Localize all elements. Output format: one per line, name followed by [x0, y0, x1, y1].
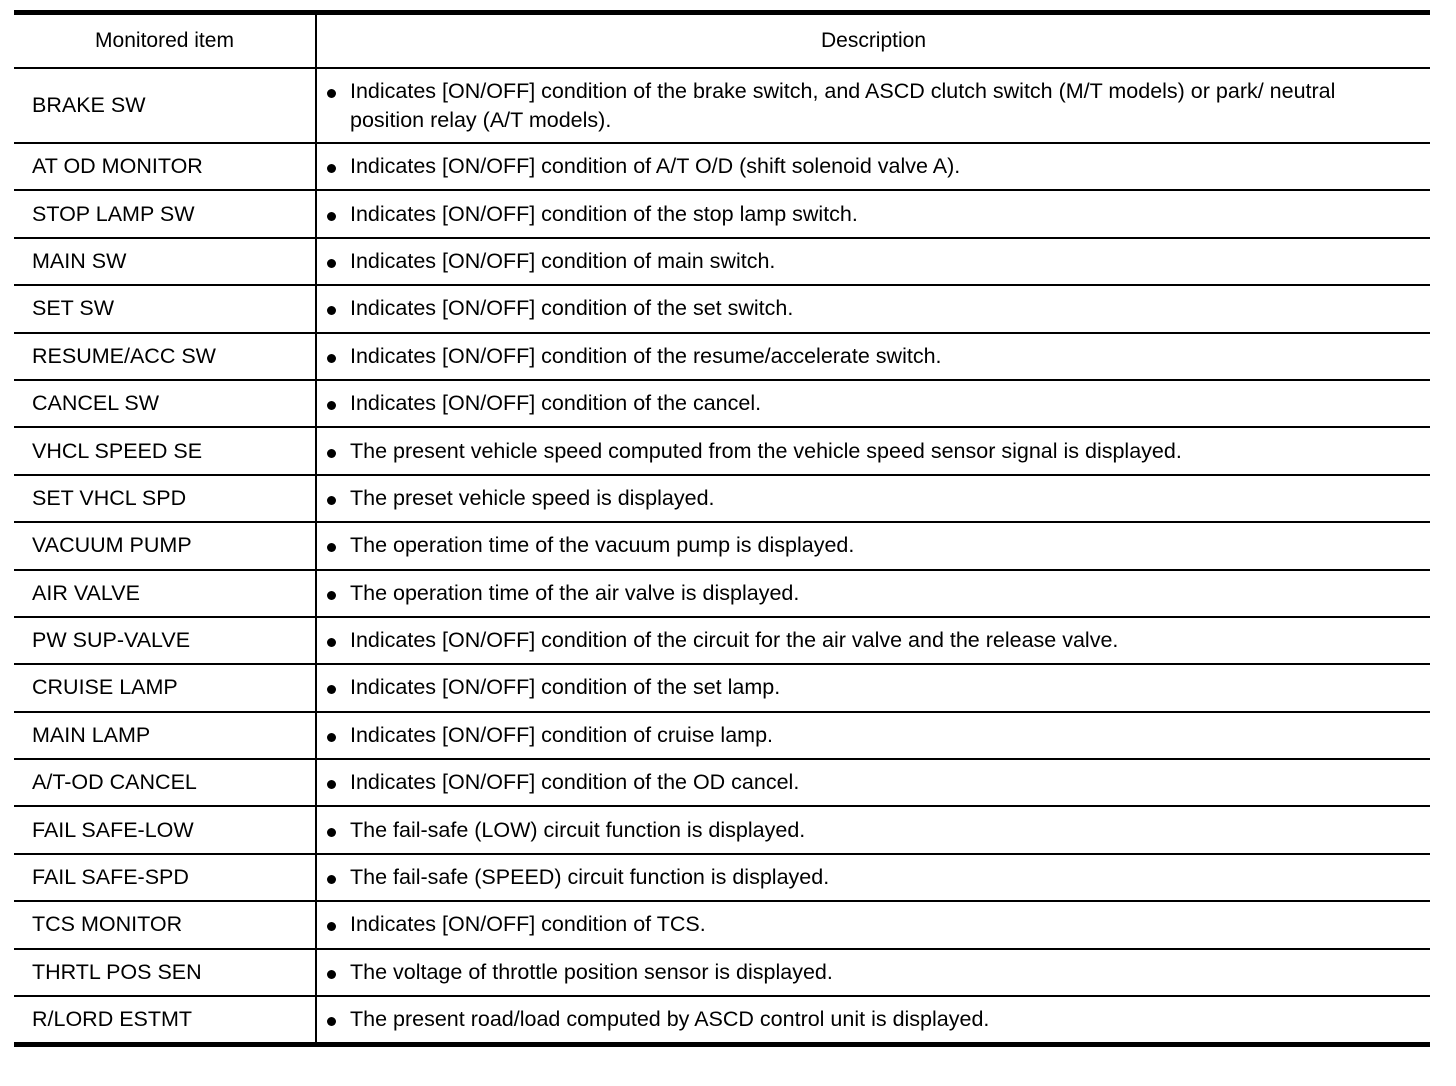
monitored-item-cell: A/T-OD CANCEL	[14, 759, 316, 806]
monitored-item-cell: STOP LAMP SW	[14, 190, 316, 237]
description-cell	[316, 664, 1430, 711]
description-content	[317, 626, 1430, 655]
description-cell	[316, 427, 1430, 474]
bullet-icon	[327, 401, 336, 410]
description-text: Indicates [ON/OFF] condition of main switch.	[350, 248, 776, 273]
bullet-icon	[327, 638, 336, 647]
description-text: The operation time of the air valve is displayed.	[350, 580, 800, 605]
description-cell	[316, 333, 1430, 380]
bullet-icon	[327, 685, 336, 694]
table-row	[14, 238, 1430, 285]
description-content	[317, 910, 1430, 939]
description-text: The present vehicle speed computed from the vehicle speed sensor signal is displayed.	[350, 438, 1182, 463]
header-description: Description	[316, 13, 1430, 69]
description-cell	[316, 285, 1430, 332]
bullet-icon	[327, 1017, 336, 1026]
description-cell	[316, 806, 1430, 853]
table-row	[14, 427, 1430, 474]
description-content	[317, 531, 1430, 560]
description-cell	[316, 759, 1430, 806]
description-text: Indicates [ON/OFF] condition of the OD cancel.	[350, 770, 800, 795]
description-cell	[316, 475, 1430, 522]
monitored-item-cell: FAIL SAFE-SPD	[14, 854, 316, 901]
description-text: Indicates [ON/OFF] condition of TCS.	[350, 912, 706, 937]
description-cell	[316, 522, 1430, 569]
monitored-item-cell: FAIL SAFE-LOW	[14, 806, 316, 853]
table-row	[14, 854, 1430, 901]
monitored-item-cell: TCS MONITOR	[14, 901, 316, 948]
bullet-icon	[327, 306, 336, 315]
monitored-items-table	[14, 10, 1430, 1047]
monitored-item-cell: MAIN SW	[14, 238, 316, 285]
bullet-icon	[327, 496, 336, 505]
monitored-item-cell: CRUISE LAMP	[14, 664, 316, 711]
description-content	[317, 816, 1430, 845]
table-row	[14, 712, 1430, 759]
bullet-icon	[327, 780, 336, 789]
description-cell	[316, 68, 1430, 143]
description-content	[317, 673, 1430, 702]
description-text: Indicates [ON/OFF] condition of the stop lamp switch.	[350, 201, 858, 226]
description-content	[317, 863, 1430, 892]
description-content	[317, 484, 1430, 513]
monitored-item-cell: BRAKE SW	[14, 68, 316, 143]
description-cell	[316, 190, 1430, 237]
monitored-item-cell: RESUME/ACC SW	[14, 333, 316, 380]
monitored-item-cell: VACUUM PUMP	[14, 522, 316, 569]
monitored-item-cell: VHCL SPEED SE	[14, 427, 316, 474]
table-body	[14, 68, 1430, 1045]
monitored-item-cell: AIR VALVE	[14, 570, 316, 617]
description-text: Indicates [ON/OFF] condition of A/T O/D (shift solenoid valve A).	[350, 154, 961, 179]
description-content	[317, 721, 1430, 750]
description-content	[317, 437, 1430, 466]
description-text: Indicates [ON/OFF] condition of the cancel.	[350, 391, 762, 416]
description-text: The operation time of the vacuum pump is displayed.	[350, 533, 855, 558]
description-cell	[316, 143, 1430, 190]
bullet-icon	[327, 543, 336, 552]
description-content	[317, 768, 1430, 797]
description-content	[317, 958, 1430, 987]
header-row	[14, 13, 1430, 69]
table-row	[14, 901, 1430, 948]
table-row	[14, 190, 1430, 237]
table-row	[14, 996, 1430, 1045]
table-row	[14, 664, 1430, 711]
table-row	[14, 68, 1430, 143]
bullet-icon	[327, 212, 336, 221]
table-row	[14, 806, 1430, 853]
description-content	[317, 152, 1430, 181]
table-row	[14, 949, 1430, 996]
description-cell	[316, 996, 1430, 1045]
bullet-icon	[327, 89, 336, 98]
bullet-icon	[327, 970, 336, 979]
description-content	[317, 247, 1430, 276]
bullet-icon	[327, 591, 336, 600]
description-text: Indicates [ON/OFF] condition of cruise lamp.	[350, 722, 773, 747]
description-cell	[316, 901, 1430, 948]
description-content	[317, 342, 1430, 371]
description-text: Indicates [ON/OFF] condition of the circuit for the air valve and the release valve.	[350, 628, 1119, 653]
bullet-icon	[327, 449, 336, 458]
description-cell	[316, 854, 1430, 901]
description-cell	[316, 712, 1430, 759]
bullet-icon	[327, 164, 336, 173]
description-text: The fail-safe (SPEED) circuit function is displayed.	[350, 865, 830, 890]
description-cell	[316, 570, 1430, 617]
description-content	[317, 294, 1430, 323]
bullet-icon	[327, 259, 336, 268]
monitored-item-cell: THRTL POS SEN	[14, 949, 316, 996]
bullet-icon	[327, 875, 336, 884]
monitored-item-cell: CANCEL SW	[14, 380, 316, 427]
monitored-item-cell: MAIN LAMP	[14, 712, 316, 759]
description-text: Indicates [ON/OFF] condition of the brake switch, and ASCD clutch switch (M/T models) or park/ neutral position relay (A/T models).	[350, 78, 1336, 132]
description-content	[317, 1005, 1430, 1034]
description-content	[317, 77, 1430, 135]
table-row	[14, 570, 1430, 617]
description-text: The preset vehicle speed is displayed.	[350, 485, 715, 510]
monitored-item-cell: AT OD MONITOR	[14, 143, 316, 190]
monitored-item-cell: PW SUP-VALVE	[14, 617, 316, 664]
description-content	[317, 200, 1430, 229]
bullet-icon	[327, 733, 336, 742]
table-row	[14, 759, 1430, 806]
description-cell	[316, 949, 1430, 996]
monitored-item-cell: SET VHCL SPD	[14, 475, 316, 522]
monitored-item-cell: SET SW	[14, 285, 316, 332]
description-text: Indicates [ON/OFF] condition of the resume/accelerate switch.	[350, 343, 942, 368]
table-row	[14, 143, 1430, 190]
description-text: The present road/load computed by ASCD control unit is displayed.	[350, 1007, 990, 1032]
monitored-item-cell: R/LORD ESTMT	[14, 996, 316, 1045]
description-cell	[316, 238, 1430, 285]
header-monitored-item: Monitored item	[14, 13, 316, 69]
description-content	[317, 389, 1430, 418]
description-cell	[316, 617, 1430, 664]
description-text: Indicates [ON/OFF] condition of the set switch.	[350, 296, 794, 321]
table-row	[14, 617, 1430, 664]
description-text: Indicates [ON/OFF] condition of the set lamp.	[350, 675, 781, 700]
table-row	[14, 380, 1430, 427]
bullet-icon	[327, 922, 336, 931]
bullet-icon	[327, 828, 336, 837]
table-row	[14, 285, 1430, 332]
bullet-icon	[327, 354, 336, 363]
description-content	[317, 579, 1430, 608]
table-row	[14, 333, 1430, 380]
table-header	[14, 13, 1430, 69]
table-row	[14, 522, 1430, 569]
description-text: The fail-safe (LOW) circuit function is displayed.	[350, 817, 806, 842]
table-row	[14, 475, 1430, 522]
document-page	[14, 10, 1430, 1047]
description-cell	[316, 380, 1430, 427]
description-text: The voltage of throttle position sensor is displayed.	[350, 959, 833, 984]
